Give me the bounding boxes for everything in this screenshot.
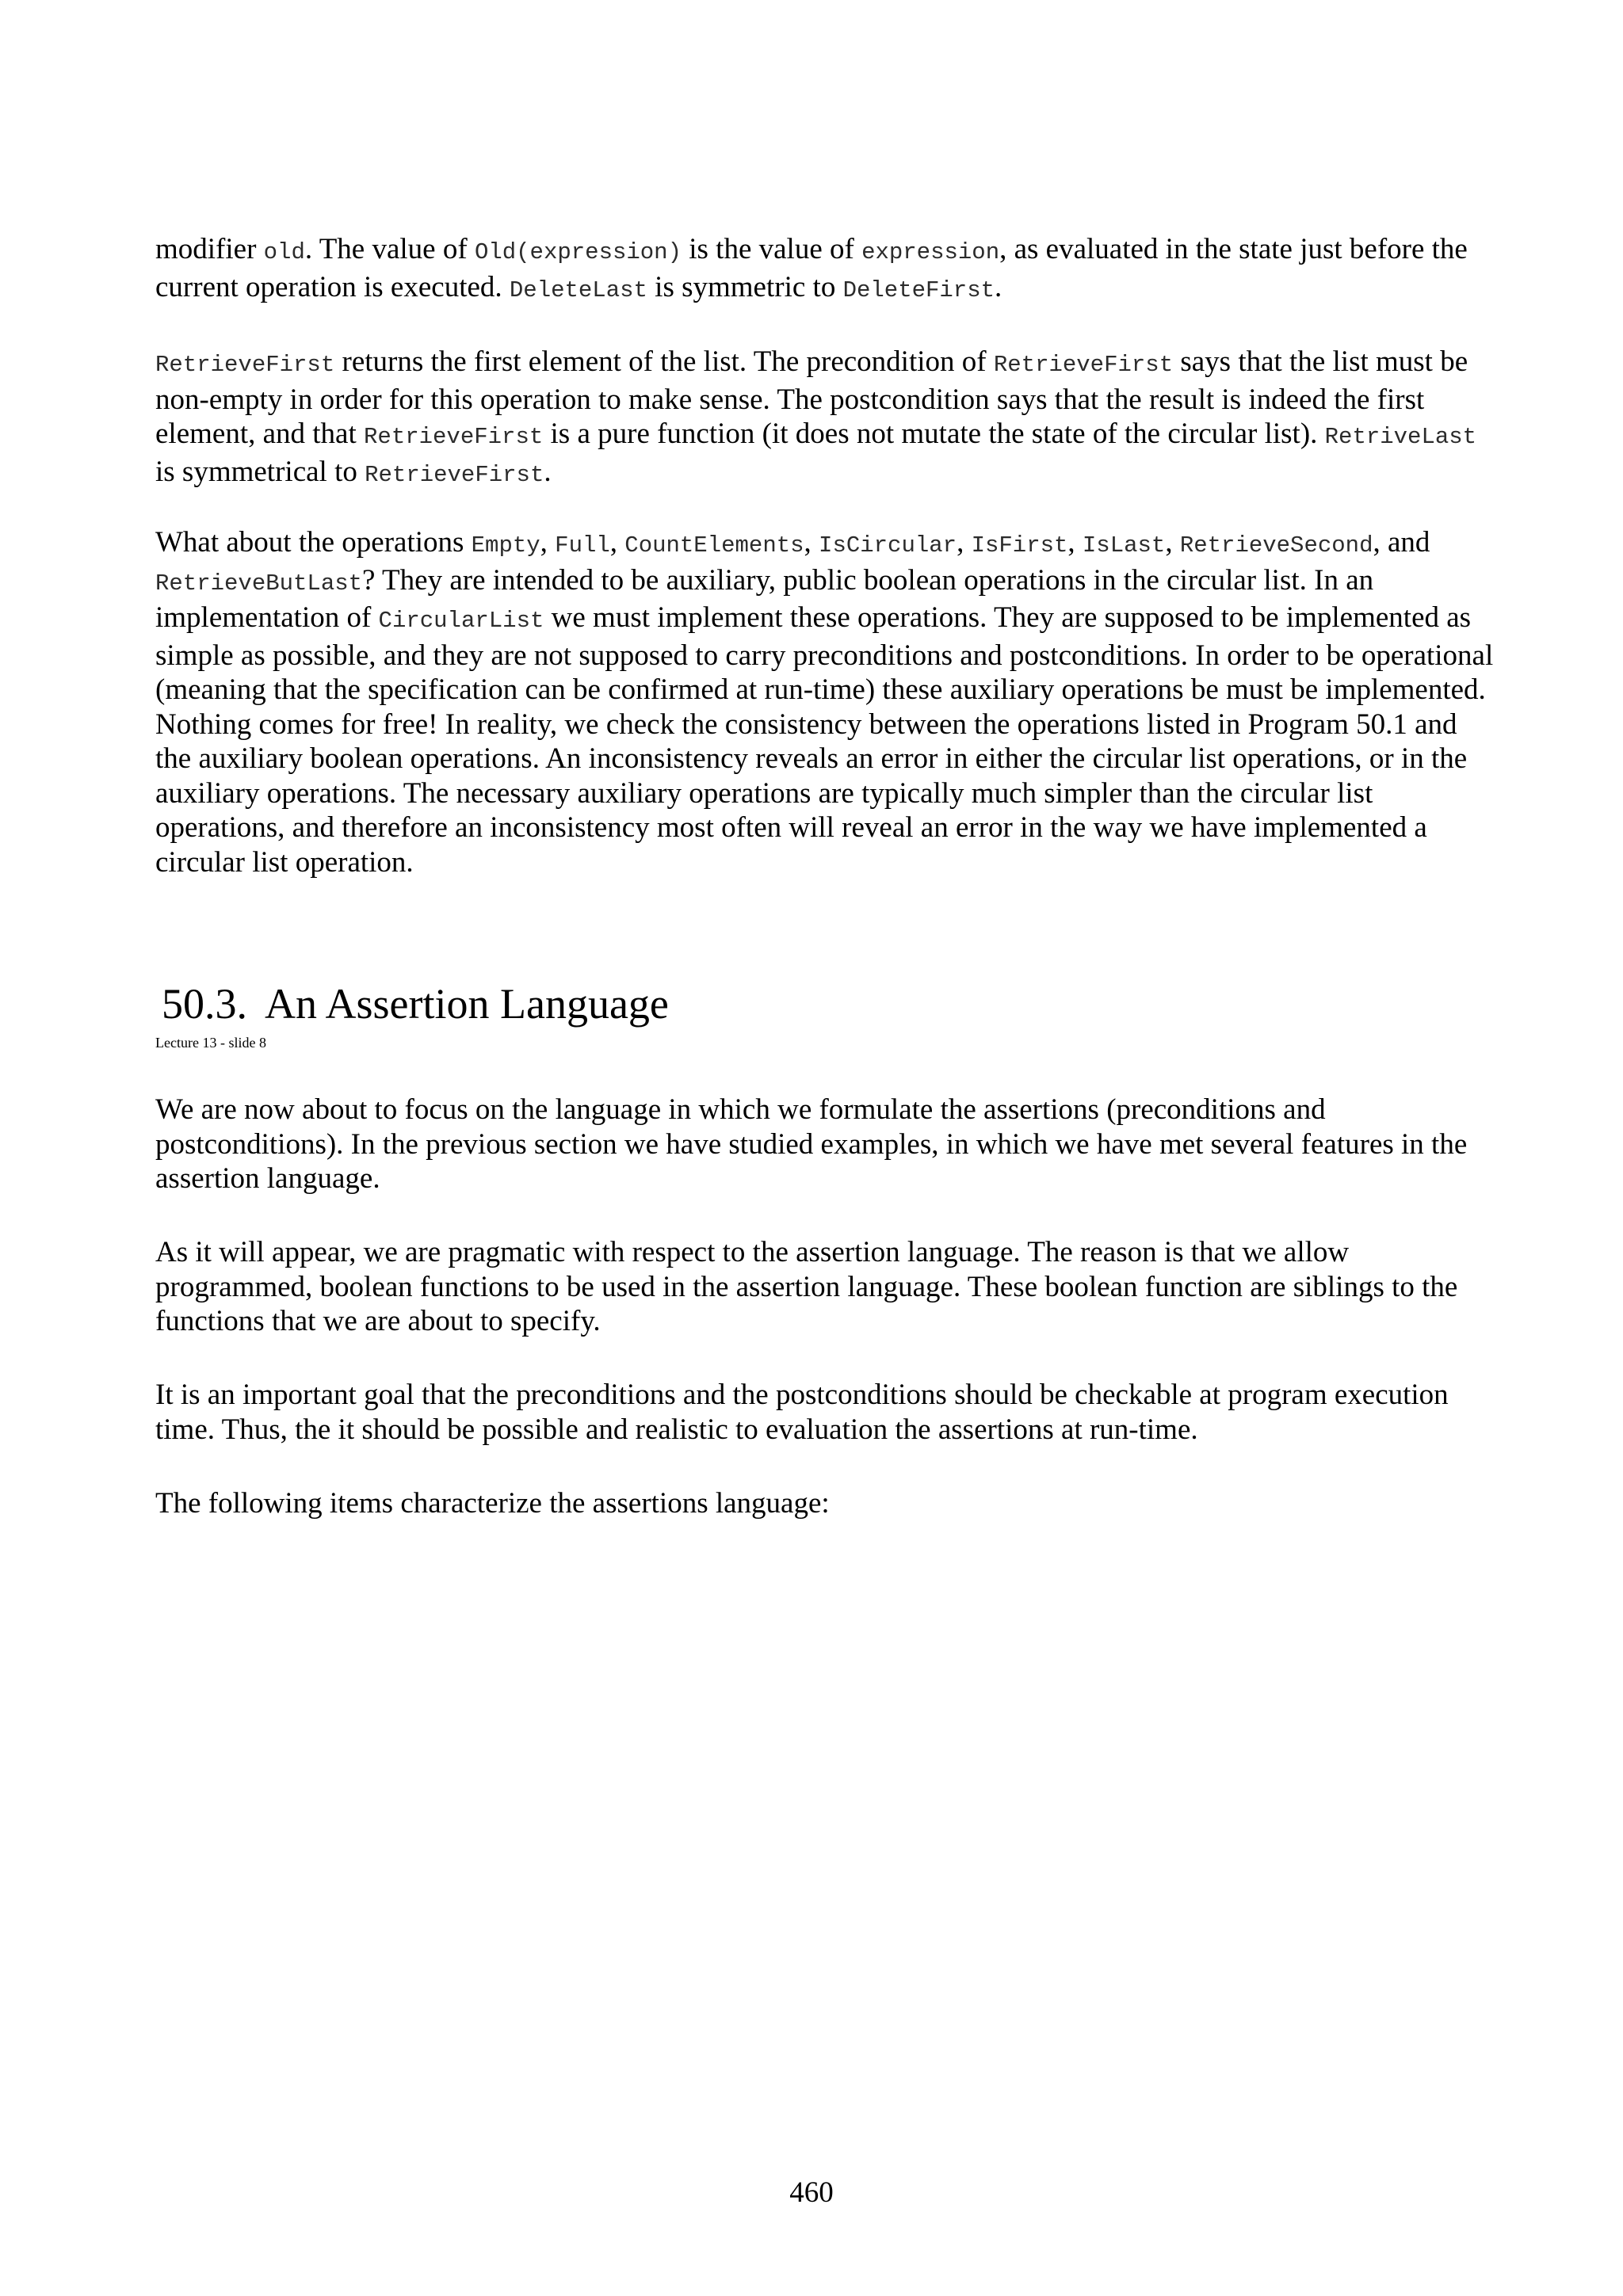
page-number: 460 — [789, 2176, 834, 2209]
paragraph-pragmatic: As it will appear, we are pragmatic with respect to the assertion language. The reason is that we allow programmed, boolean functions to be used in the assertion language. These boolean function are siblings to the functions that we are about to specify. — [155, 1236, 1458, 1337]
separator: , — [957, 526, 972, 559]
text: , as evaluated in the state just before the current operation is executed. — [155, 233, 1468, 303]
text: says that the list must be non-empty in order for this operation to make sense. The postcondition says that the result is indeed the first element, and that — [155, 345, 1468, 450]
text: is the value of — [681, 233, 862, 265]
slide-reference: Lecture 13 - slide 8 — [155, 1035, 266, 1051]
separator: , — [1165, 526, 1180, 559]
code-deletelast: DeleteLast — [509, 277, 647, 303]
text: is symmetrical to — [155, 455, 365, 488]
paragraph-items-intro: The following items characterize the assertions language: — [155, 1487, 830, 1520]
text: . The value of — [304, 233, 475, 265]
separator: , — [609, 526, 625, 559]
separator: , — [1067, 526, 1083, 559]
code-old: old — [263, 239, 305, 265]
paragraph-assertion-language-intro: We are now about to focus on the language in which we formulate the assertions (preconditions and postconditions). In the previous section we have studied examples, in which we have met several features in the assertion language. — [155, 1093, 1468, 1195]
code-full: Full — [555, 532, 610, 559]
separator: , — [804, 526, 819, 559]
code-empty: Empty — [471, 532, 540, 559]
code-retrievefirst: RetrieveFirst — [365, 461, 544, 488]
separator: , and — [1373, 526, 1430, 559]
text: ? They are intended to be auxiliary, public boolean operations in the circular list. In an implementation of — [155, 563, 1374, 634]
code-retrievefirst: RetrieveFirst — [364, 424, 544, 450]
paragraph-checkable: It is an important goal that the preconditions and the postconditions should be checkable at program execution time. Thus, the it should be possible and realistic to evaluation the assertions at run-time. — [155, 1379, 1449, 1446]
code-iscircular: IsCircular — [819, 532, 957, 559]
code-islast: IsLast — [1082, 532, 1166, 559]
text: returns the first element of the list. The precondition of — [334, 345, 994, 378]
code-old-expression: Old(expression) — [474, 239, 682, 265]
section-title: An Assertion Language — [265, 980, 669, 1028]
code-countelements: CountElements — [624, 532, 804, 559]
text: we must implement these operations. They are supposed to be implemented as simple as possible, and they are not supposed to carry preconditions and postconditions. In order to be operational (meaning that the specification can be confirmed at run-time) these auxiliary operations be must be implemented. Nothing comes for free! In reality, we check the consistency between the operations listed in Program 50.1 and the auxiliary boolean operations. An inconsistency reveals an error in either the circular list operations, or in the auxiliary operations. The necessary auxiliary operations are typically much simpler than the circular list operations, and therefore an inconsistency most often will reveal an error in the way we have implemented a circular list operation. — [155, 601, 1494, 879]
text: is symmetric to — [647, 270, 843, 303]
code-retrievefirst: RetrieveFirst — [993, 352, 1174, 378]
separator: , — [540, 526, 556, 559]
code-retrievesecond: RetrieveSecond — [1179, 532, 1373, 559]
text: modifier — [155, 233, 264, 265]
code-isfirst: IsFirst — [971, 532, 1068, 559]
code-retrivelast: RetriveLast — [1324, 424, 1477, 450]
paragraph-retrievefirst — [155, 345, 1495, 492]
code-retrievefirst: RetrieveFirst — [155, 352, 335, 378]
paragraph-old-modifier — [155, 232, 1495, 307]
text: What about the operations — [155, 526, 472, 559]
text: . — [995, 270, 1002, 303]
section-heading — [162, 980, 669, 1028]
code-retrievebutlast: RetrieveButLast — [155, 570, 363, 597]
section-number: 50.3. — [162, 980, 247, 1028]
code-circularlist: CircularList — [378, 608, 544, 634]
text: is a pure function (it does not mutate the state of the circular list). — [543, 418, 1325, 450]
text: . — [544, 455, 552, 488]
code-deletefirst: DeleteFirst — [842, 277, 995, 303]
code-expression: expression — [861, 239, 1000, 265]
paragraph-auxiliary-operations — [155, 525, 1495, 879]
